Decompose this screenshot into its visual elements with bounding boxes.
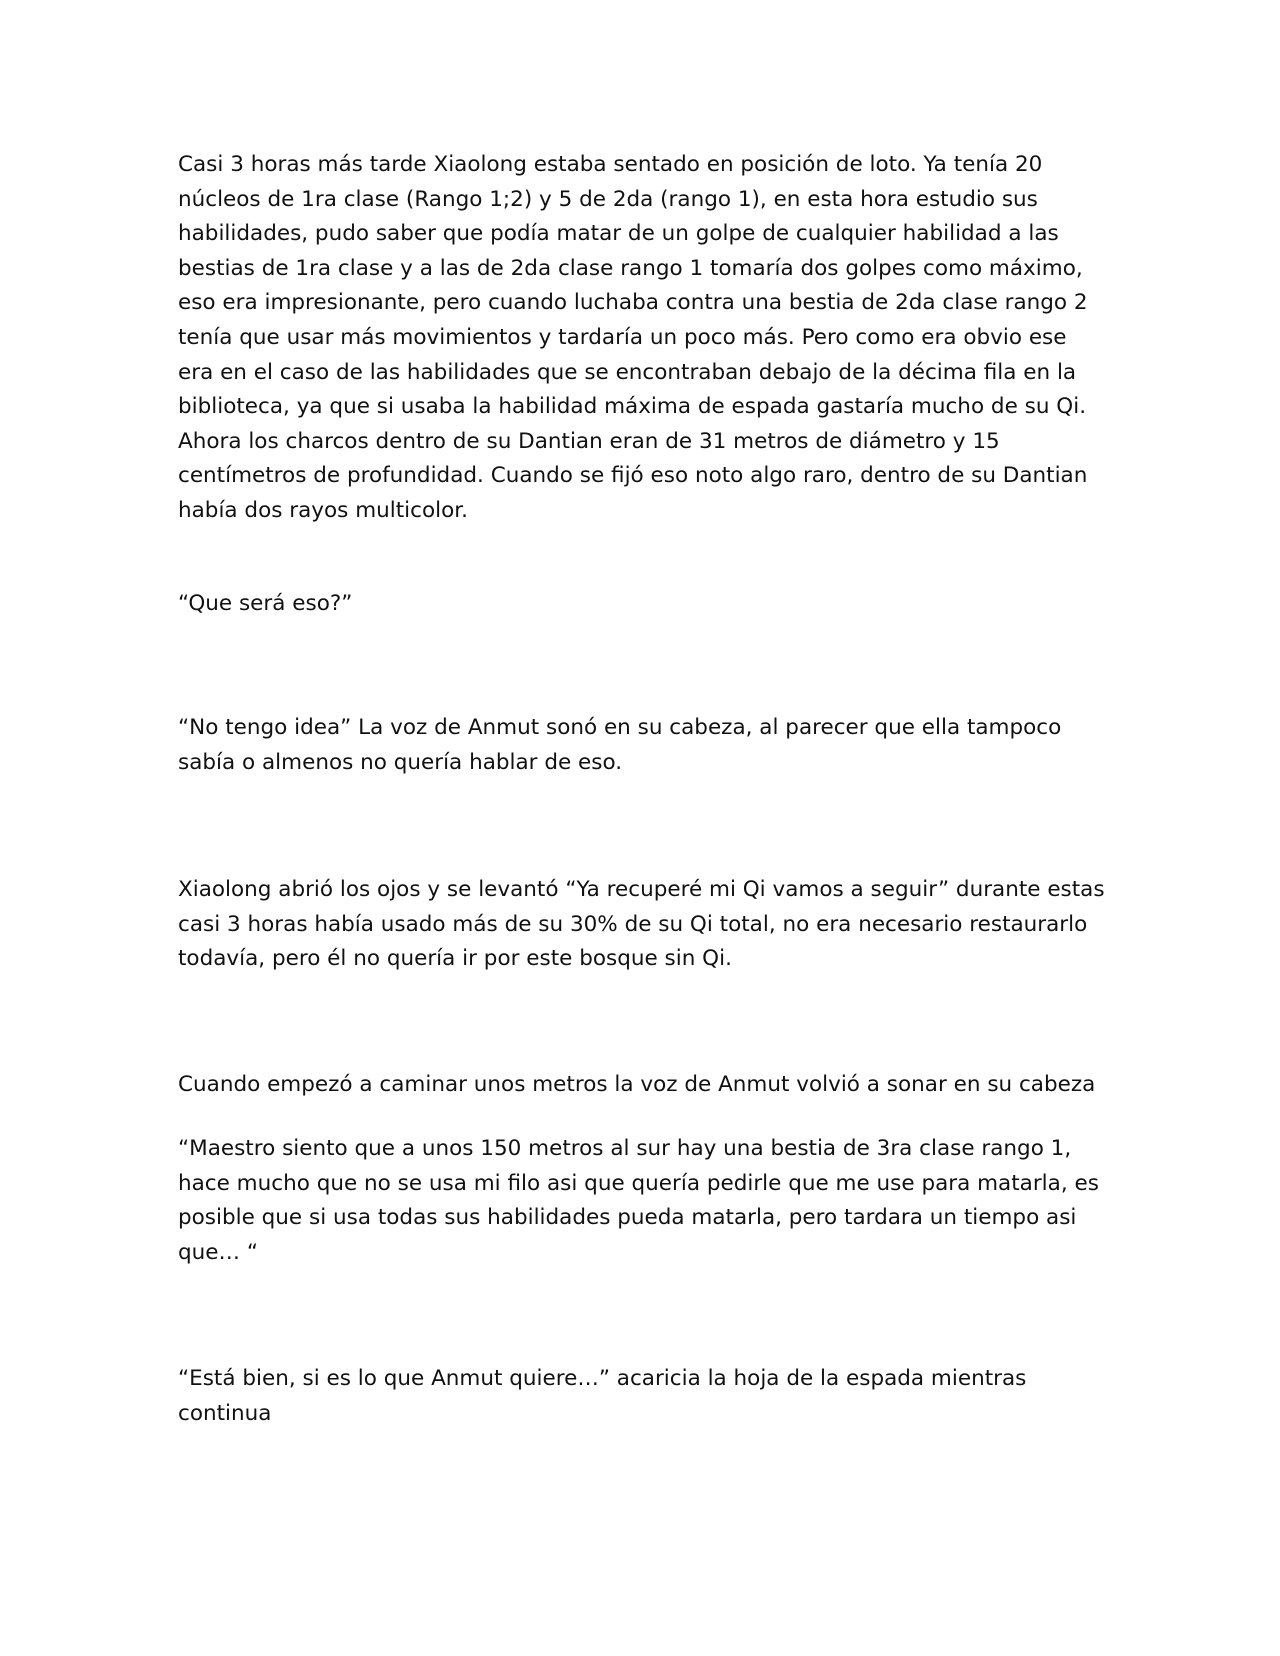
paragraph-5: Cuando empezó a caminar unos metros la voz de Anmut volvió a sonar en su cabeza (178, 1072, 1096, 1097)
paragraph-1: Casi 3 horas más tarde Xiaolong estaba sentado en posición de loto. Ya tenía 20 núcleos de 1ra clase (Rango 1;2) y 5 de 2da (rango 1), en esta hora estudio sus habilidades, pudo saber que podía matar de un golpe de cualquier habilidad a las bestias de 1ra clase y a las de 2da clase rango 1 tomaría dos golpes como máximo, eso era impresionante, pero cuando luchaba contra una bestia de 2da clase rango 2 tenía que usar más movimientos y tardaría un poco más. Pero como era obvio ese era en el caso de las habilidades que se encontraban debajo de la décima fila en la biblioteca, ya que si usaba la habilidad máxima de espada gastaría mucho de su Qi. Ahora los charcos dentro de su Dantian eran de 31 metros de diámetro y 15 centímetros de profundidad. Cuando se fijó eso noto algo raro, dentro de su Dantian había dos rayos multicolor. (178, 152, 1088, 523)
paragraph-3: “No tengo idea” La voz de Anmut sonó en su cabeza, al parecer que ella tampoco sabía o almenos no quería hablar de eso. (178, 715, 1062, 775)
paragraph-7: “Está bien, si es lo que Anmut quiere…” acaricia la hoja de la espada mientras continua (178, 1366, 1027, 1426)
paragraph-2: “Que será eso?” (178, 591, 353, 616)
paragraph-6: “Maestro siento que a unos 150 metros al sur hay una bestia de 3ra clase rango 1, hace mucho que no se usa mi filo asi que quería pedirle que me use para matarla, es posible que si usa todas sus habilidades pueda matarla, pero tardara un tiempo asi que… “ (178, 1136, 1099, 1265)
paragraph-4: Xiaolong abrió los ojos y se levantó “Ya recuperé mi Qi vamos a seguir” durante estas casi 3 horas había usado más de su 30% de su Qi total, no era necesario restaurarlo todavía, pero él no quería ir por este bosque sin Qi. (178, 877, 1105, 972)
